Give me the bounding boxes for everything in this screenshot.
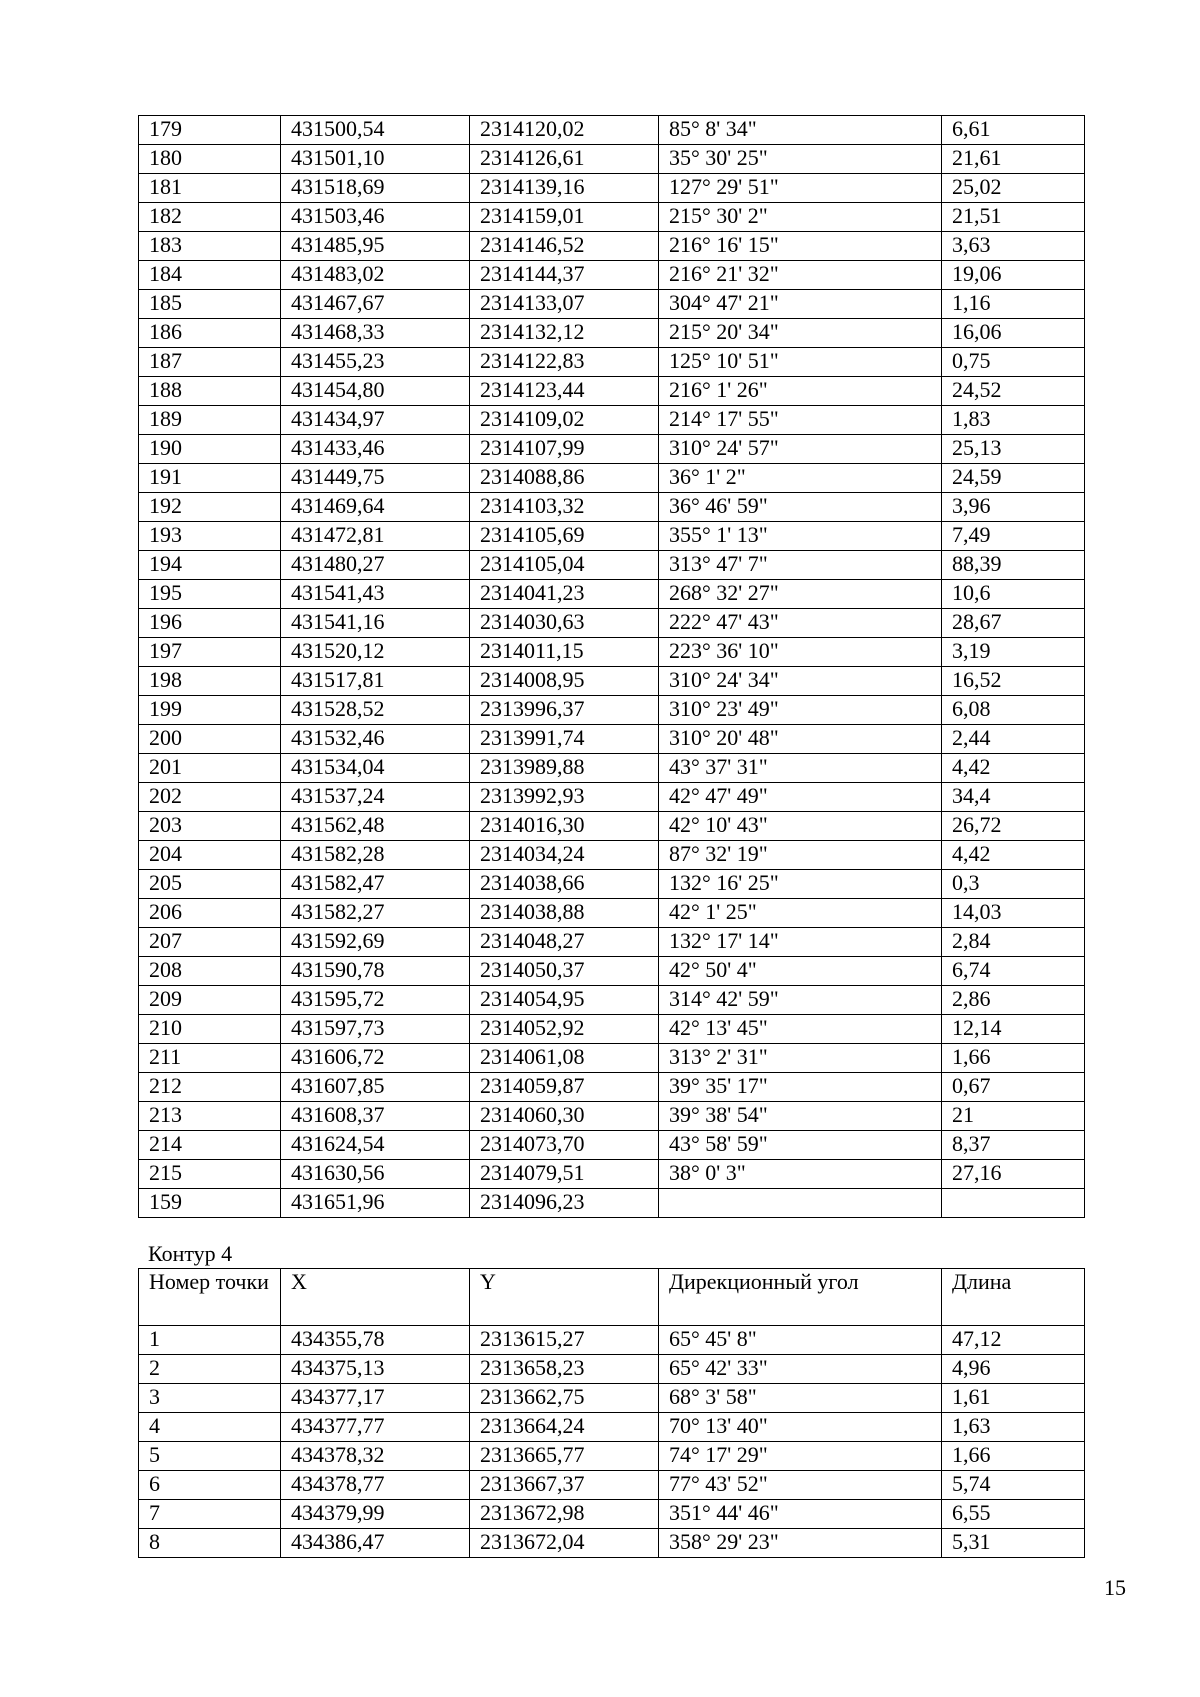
- cell-x: 431606,72: [281, 1044, 470, 1073]
- cell-length: 3,63: [942, 232, 1085, 261]
- cell-point-number: 7: [139, 1500, 281, 1529]
- cell-x: 431582,28: [281, 841, 470, 870]
- cell-y: 2314123,44: [470, 377, 659, 406]
- cell-point-number: 180: [139, 145, 281, 174]
- cell-bearing: 36° 46' 59": [659, 493, 942, 522]
- table-row: [139, 551, 1085, 580]
- cell-y: 2314050,37: [470, 957, 659, 986]
- cell-point-number: 212: [139, 1073, 281, 1102]
- cell-point-number: 5: [139, 1442, 281, 1471]
- table-row: [139, 1355, 1085, 1384]
- cell-x: 431467,67: [281, 290, 470, 319]
- cell-point-number: 3: [139, 1384, 281, 1413]
- cell-bearing: 215° 20' 34": [659, 319, 942, 348]
- cell-y: 2313672,98: [470, 1500, 659, 1529]
- cell-bearing: 85° 8' 34": [659, 116, 942, 145]
- cell-y: 2314052,92: [470, 1015, 659, 1044]
- cell-bearing: 70° 13' 40": [659, 1413, 942, 1442]
- header-length: Длина: [942, 1269, 1085, 1326]
- cell-point-number: 185: [139, 290, 281, 319]
- table-row: [139, 928, 1085, 957]
- cell-x: 434378,32: [281, 1442, 470, 1471]
- cell-x: 431518,69: [281, 174, 470, 203]
- cell-point-number: 205: [139, 870, 281, 899]
- cell-x: 431562,48: [281, 812, 470, 841]
- cell-point-number: 193: [139, 522, 281, 551]
- cell-length: 16,06: [942, 319, 1085, 348]
- cell-x: 431541,16: [281, 609, 470, 638]
- cell-y: 2313667,37: [470, 1471, 659, 1500]
- table-row: [139, 1413, 1085, 1442]
- cell-length: 26,72: [942, 812, 1085, 841]
- cell-y: 2314016,30: [470, 812, 659, 841]
- cell-x: 431480,27: [281, 551, 470, 580]
- cell-x: 431537,24: [281, 783, 470, 812]
- cell-y: 2313658,23: [470, 1355, 659, 1384]
- cell-point-number: 213: [139, 1102, 281, 1131]
- cell-bearing: [659, 1189, 942, 1218]
- cell-point-number: 196: [139, 609, 281, 638]
- cell-bearing: 36° 1' 2": [659, 464, 942, 493]
- cell-bearing: 39° 38' 54": [659, 1102, 942, 1131]
- cell-y: 2314054,95: [470, 986, 659, 1015]
- cell-length: 34,4: [942, 783, 1085, 812]
- cell-bearing: 313° 47' 7": [659, 551, 942, 580]
- cell-y: 2314109,02: [470, 406, 659, 435]
- cell-bearing: 132° 17' 14": [659, 928, 942, 957]
- cell-length: 21,61: [942, 145, 1085, 174]
- table-row: [139, 1189, 1085, 1218]
- cell-bearing: 216° 16' 15": [659, 232, 942, 261]
- table-row: [139, 1384, 1085, 1413]
- cell-x: 431433,46: [281, 435, 470, 464]
- cell-point-number: 8: [139, 1529, 281, 1558]
- table-row: [139, 1131, 1085, 1160]
- table-header-row: [139, 1269, 1085, 1326]
- cell-length: 5,31: [942, 1529, 1085, 1558]
- cell-x: 431595,72: [281, 986, 470, 1015]
- cell-point-number: 197: [139, 638, 281, 667]
- cell-point-number: 210: [139, 1015, 281, 1044]
- cell-x: 431528,52: [281, 696, 470, 725]
- table-row: [139, 232, 1085, 261]
- cell-x: 431520,12: [281, 638, 470, 667]
- cell-length: 12,14: [942, 1015, 1085, 1044]
- cell-point-number: 192: [139, 493, 281, 522]
- table-row: [139, 1044, 1085, 1073]
- cell-y: 2314008,95: [470, 667, 659, 696]
- cell-bearing: 87° 32' 19": [659, 841, 942, 870]
- cell-length: 1,16: [942, 290, 1085, 319]
- cell-x: 431485,95: [281, 232, 470, 261]
- cell-length: 16,52: [942, 667, 1085, 696]
- cell-x: 431517,81: [281, 667, 470, 696]
- cell-y: 2314105,04: [470, 551, 659, 580]
- cell-y: 2314133,07: [470, 290, 659, 319]
- cell-point-number: 189: [139, 406, 281, 435]
- cell-point-number: 6: [139, 1471, 281, 1500]
- table-row: [139, 812, 1085, 841]
- cell-x: 431582,27: [281, 899, 470, 928]
- cell-bearing: 77° 43' 52": [659, 1471, 942, 1500]
- cell-y: 2314059,87: [470, 1073, 659, 1102]
- cell-length: 24,59: [942, 464, 1085, 493]
- table-row: [139, 638, 1085, 667]
- cell-y: 2314061,08: [470, 1044, 659, 1073]
- cell-y: 2314096,23: [470, 1189, 659, 1218]
- cell-y: 2314107,99: [470, 435, 659, 464]
- cell-bearing: 310° 24' 57": [659, 435, 942, 464]
- cell-y: 2314146,52: [470, 232, 659, 261]
- cell-length: 3,19: [942, 638, 1085, 667]
- cell-y: 2314030,63: [470, 609, 659, 638]
- cell-point-number: 202: [139, 783, 281, 812]
- table-row: [139, 1500, 1085, 1529]
- table-row: [139, 1015, 1085, 1044]
- cell-bearing: 351° 44' 46": [659, 1500, 942, 1529]
- cell-x: 431503,46: [281, 203, 470, 232]
- cell-point-number: 203: [139, 812, 281, 841]
- cell-bearing: 68° 3' 58": [659, 1384, 942, 1413]
- table-row: [139, 609, 1085, 638]
- cell-length: 7,49: [942, 522, 1085, 551]
- cell-x: 431501,10: [281, 145, 470, 174]
- cell-bearing: 43° 37' 31": [659, 754, 942, 783]
- table-row: [139, 841, 1085, 870]
- cell-length: 2,86: [942, 986, 1085, 1015]
- header-x: X: [281, 1269, 470, 1326]
- cell-x: 431592,69: [281, 928, 470, 957]
- cell-bearing: 223° 36' 10": [659, 638, 942, 667]
- table-row: [139, 464, 1085, 493]
- cell-bearing: 355° 1' 13": [659, 522, 942, 551]
- cell-point-number: 191: [139, 464, 281, 493]
- table-row: [139, 1326, 1085, 1355]
- table-row: [139, 1442, 1085, 1471]
- contour-caption: Контур 4: [148, 1241, 233, 1266]
- cell-y: 2314139,16: [470, 174, 659, 203]
- cell-bearing: 214° 17' 55": [659, 406, 942, 435]
- cell-y: 2314060,30: [470, 1102, 659, 1131]
- cell-point-number: 207: [139, 928, 281, 957]
- cell-point-number: 188: [139, 377, 281, 406]
- contour-4-table-body: [139, 1326, 1085, 1558]
- table-row: [139, 522, 1085, 551]
- cell-point-number: 211: [139, 1044, 281, 1073]
- cell-point-number: 195: [139, 580, 281, 609]
- cell-length: 0,75: [942, 348, 1085, 377]
- cell-y: 2313664,24: [470, 1413, 659, 1442]
- cell-length: 1,63: [942, 1413, 1085, 1442]
- cell-bearing: 43° 58' 59": [659, 1131, 942, 1160]
- cell-length: 47,12: [942, 1326, 1085, 1355]
- cell-x: 434375,13: [281, 1355, 470, 1384]
- cell-bearing: 216° 21' 32": [659, 261, 942, 290]
- cell-y: 2313989,88: [470, 754, 659, 783]
- cell-bearing: 268° 32' 27": [659, 580, 942, 609]
- cell-bearing: 314° 42' 59": [659, 986, 942, 1015]
- cell-y: 2314011,15: [470, 638, 659, 667]
- cell-bearing: 216° 1' 26": [659, 377, 942, 406]
- table-row: [139, 1160, 1085, 1189]
- cell-x: 434386,47: [281, 1529, 470, 1558]
- cell-y: 2314103,32: [470, 493, 659, 522]
- cell-bearing: 42° 50' 4": [659, 957, 942, 986]
- cell-x: 434377,17: [281, 1384, 470, 1413]
- cell-point-number: 201: [139, 754, 281, 783]
- cell-point-number: 159: [139, 1189, 281, 1218]
- cell-point-number: 194: [139, 551, 281, 580]
- cell-bearing: 42° 47' 49": [659, 783, 942, 812]
- cell-bearing: 38° 0' 3": [659, 1160, 942, 1189]
- cell-point-number: 215: [139, 1160, 281, 1189]
- cell-bearing: 132° 16' 25": [659, 870, 942, 899]
- table-row: [139, 783, 1085, 812]
- cell-y: 2314079,51: [470, 1160, 659, 1189]
- header-y: Y: [470, 1269, 659, 1326]
- cell-point-number: 204: [139, 841, 281, 870]
- cell-length: 2,44: [942, 725, 1085, 754]
- cell-bearing: 358° 29' 23": [659, 1529, 942, 1558]
- cell-x: 431434,97: [281, 406, 470, 435]
- cell-bearing: 39° 35' 17": [659, 1073, 942, 1102]
- cell-length: 21,51: [942, 203, 1085, 232]
- cell-bearing: 125° 10' 51": [659, 348, 942, 377]
- cell-point-number: 190: [139, 435, 281, 464]
- cell-length: 6,55: [942, 1500, 1085, 1529]
- cell-length: 3,96: [942, 493, 1085, 522]
- table-row: [139, 377, 1085, 406]
- cell-point-number: 200: [139, 725, 281, 754]
- cell-bearing: 310° 20' 48": [659, 725, 942, 754]
- cell-length: 5,74: [942, 1471, 1085, 1500]
- cell-x: 431500,54: [281, 116, 470, 145]
- cell-x: 431541,43: [281, 580, 470, 609]
- cell-x: 431468,33: [281, 319, 470, 348]
- cell-bearing: 42° 1' 25": [659, 899, 942, 928]
- table-row: [139, 754, 1085, 783]
- cell-point-number: 183: [139, 232, 281, 261]
- cell-y: 2314034,24: [470, 841, 659, 870]
- table-row: [139, 435, 1085, 464]
- cell-length: [942, 1189, 1085, 1218]
- cell-y: 2314041,23: [470, 580, 659, 609]
- cell-point-number: 184: [139, 261, 281, 290]
- cell-x: 431532,46: [281, 725, 470, 754]
- cell-x: 434377,77: [281, 1413, 470, 1442]
- cell-x: 431483,02: [281, 261, 470, 290]
- table-row: [139, 725, 1085, 754]
- cell-bearing: 127° 29' 51": [659, 174, 942, 203]
- cell-length: 14,03: [942, 899, 1085, 928]
- cell-bearing: 35° 30' 25": [659, 145, 942, 174]
- table-row: [139, 406, 1085, 435]
- cell-y: 2314122,83: [470, 348, 659, 377]
- cell-length: 27,16: [942, 1160, 1085, 1189]
- contour-4-table: [138, 1268, 1085, 1558]
- cell-y: 2313672,04: [470, 1529, 659, 1558]
- table-row: [139, 1471, 1085, 1500]
- cell-x: 434355,78: [281, 1326, 470, 1355]
- table-row: [139, 290, 1085, 319]
- cell-x: 431624,54: [281, 1131, 470, 1160]
- cell-bearing: 304° 47' 21": [659, 290, 942, 319]
- cell-bearing: 42° 13' 45": [659, 1015, 942, 1044]
- cell-bearing: 215° 30' 2": [659, 203, 942, 232]
- cell-x: 431534,04: [281, 754, 470, 783]
- cell-length: 6,08: [942, 696, 1085, 725]
- cell-x: 434379,99: [281, 1500, 470, 1529]
- cell-x: 431455,23: [281, 348, 470, 377]
- cell-length: 4,96: [942, 1355, 1085, 1384]
- table-row: [139, 348, 1085, 377]
- table-row: [139, 145, 1085, 174]
- cell-bearing: 65° 42' 33": [659, 1355, 942, 1384]
- cell-x: 431469,64: [281, 493, 470, 522]
- cell-length: 4,42: [942, 754, 1085, 783]
- cell-y: 2314073,70: [470, 1131, 659, 1160]
- cell-bearing: 313° 2' 31": [659, 1044, 942, 1073]
- cell-y: 2313615,27: [470, 1326, 659, 1355]
- cell-length: 0,3: [942, 870, 1085, 899]
- cell-x: 434378,77: [281, 1471, 470, 1500]
- cell-point-number: 186: [139, 319, 281, 348]
- cell-point-number: 181: [139, 174, 281, 203]
- cell-x: 431449,75: [281, 464, 470, 493]
- cell-point-number: 208: [139, 957, 281, 986]
- cell-bearing: 310° 23' 49": [659, 696, 942, 725]
- table-row: [139, 1073, 1085, 1102]
- cell-point-number: 199: [139, 696, 281, 725]
- cell-length: 6,74: [942, 957, 1085, 986]
- table-row: [139, 1102, 1085, 1131]
- cell-length: 1,66: [942, 1044, 1085, 1073]
- cell-x: 431597,73: [281, 1015, 470, 1044]
- page-number: 15: [1104, 1575, 1126, 1600]
- cell-length: 19,06: [942, 261, 1085, 290]
- table-row: [139, 899, 1085, 928]
- cell-length: 6,61: [942, 116, 1085, 145]
- cell-length: 24,52: [942, 377, 1085, 406]
- table-row: [139, 667, 1085, 696]
- cell-bearing: 42° 10' 43": [659, 812, 942, 841]
- cell-x: 431472,81: [281, 522, 470, 551]
- cell-x: 431607,85: [281, 1073, 470, 1102]
- cell-point-number: 198: [139, 667, 281, 696]
- cell-length: 8,37: [942, 1131, 1085, 1160]
- cell-point-number: 179: [139, 116, 281, 145]
- cell-bearing: 222° 47' 43": [659, 609, 942, 638]
- table-row: [139, 203, 1085, 232]
- table-row: [139, 174, 1085, 203]
- cell-y: 2314048,27: [470, 928, 659, 957]
- cell-point-number: 4: [139, 1413, 281, 1442]
- cell-x: 431651,96: [281, 1189, 470, 1218]
- cell-point-number: 1: [139, 1326, 281, 1355]
- cell-x: 431608,37: [281, 1102, 470, 1131]
- cell-y: 2314038,88: [470, 899, 659, 928]
- cell-point-number: 187: [139, 348, 281, 377]
- cell-length: 25,02: [942, 174, 1085, 203]
- cell-length: 4,42: [942, 841, 1085, 870]
- cell-y: 2313665,77: [470, 1442, 659, 1471]
- header-point-number: Номер точки: [139, 1269, 281, 1326]
- cell-length: 1,66: [942, 1442, 1085, 1471]
- table-row: [139, 696, 1085, 725]
- cell-length: 2,84: [942, 928, 1085, 957]
- table-row: [139, 580, 1085, 609]
- cell-point-number: 182: [139, 203, 281, 232]
- table-row: [139, 957, 1085, 986]
- cell-x: 431590,78: [281, 957, 470, 986]
- cell-y: 2314126,61: [470, 145, 659, 174]
- cell-length: 21: [942, 1102, 1085, 1131]
- cell-y: 2314120,02: [470, 116, 659, 145]
- cell-bearing: 65° 45' 8": [659, 1326, 942, 1355]
- cell-length: 0,67: [942, 1073, 1085, 1102]
- cell-length: 88,39: [942, 551, 1085, 580]
- cell-bearing: 74° 17' 29": [659, 1442, 942, 1471]
- cell-y: 2314038,66: [470, 870, 659, 899]
- cell-y: 2313992,93: [470, 783, 659, 812]
- table-row: [139, 261, 1085, 290]
- cell-bearing: 310° 24' 34": [659, 667, 942, 696]
- cell-point-number: 206: [139, 899, 281, 928]
- table-row: [139, 1529, 1085, 1558]
- cell-y: 2313662,75: [470, 1384, 659, 1413]
- coordinates-table-continued: [138, 115, 1085, 1218]
- table-row: [139, 870, 1085, 899]
- cell-length: 1,61: [942, 1384, 1085, 1413]
- cell-x: 431454,80: [281, 377, 470, 406]
- table-row: [139, 986, 1085, 1015]
- table-row: [139, 319, 1085, 348]
- cell-y: 2314088,86: [470, 464, 659, 493]
- cell-point-number: 209: [139, 986, 281, 1015]
- table-row: [139, 493, 1085, 522]
- cell-length: 1,83: [942, 406, 1085, 435]
- cell-y: 2314144,37: [470, 261, 659, 290]
- table-row: [139, 116, 1085, 145]
- cell-point-number: 214: [139, 1131, 281, 1160]
- cell-length: 10,6: [942, 580, 1085, 609]
- cell-y: 2314159,01: [470, 203, 659, 232]
- cell-x: 431630,56: [281, 1160, 470, 1189]
- cell-y: 2313991,74: [470, 725, 659, 754]
- cell-y: 2314132,12: [470, 319, 659, 348]
- coordinates-table-body: [139, 116, 1085, 1218]
- cell-y: 2313996,37: [470, 696, 659, 725]
- header-bearing: Дирекционный угол: [659, 1269, 942, 1326]
- cell-point-number: 2: [139, 1355, 281, 1384]
- cell-y: 2314105,69: [470, 522, 659, 551]
- cell-x: 431582,47: [281, 870, 470, 899]
- cell-length: 25,13: [942, 435, 1085, 464]
- cell-length: 28,67: [942, 609, 1085, 638]
